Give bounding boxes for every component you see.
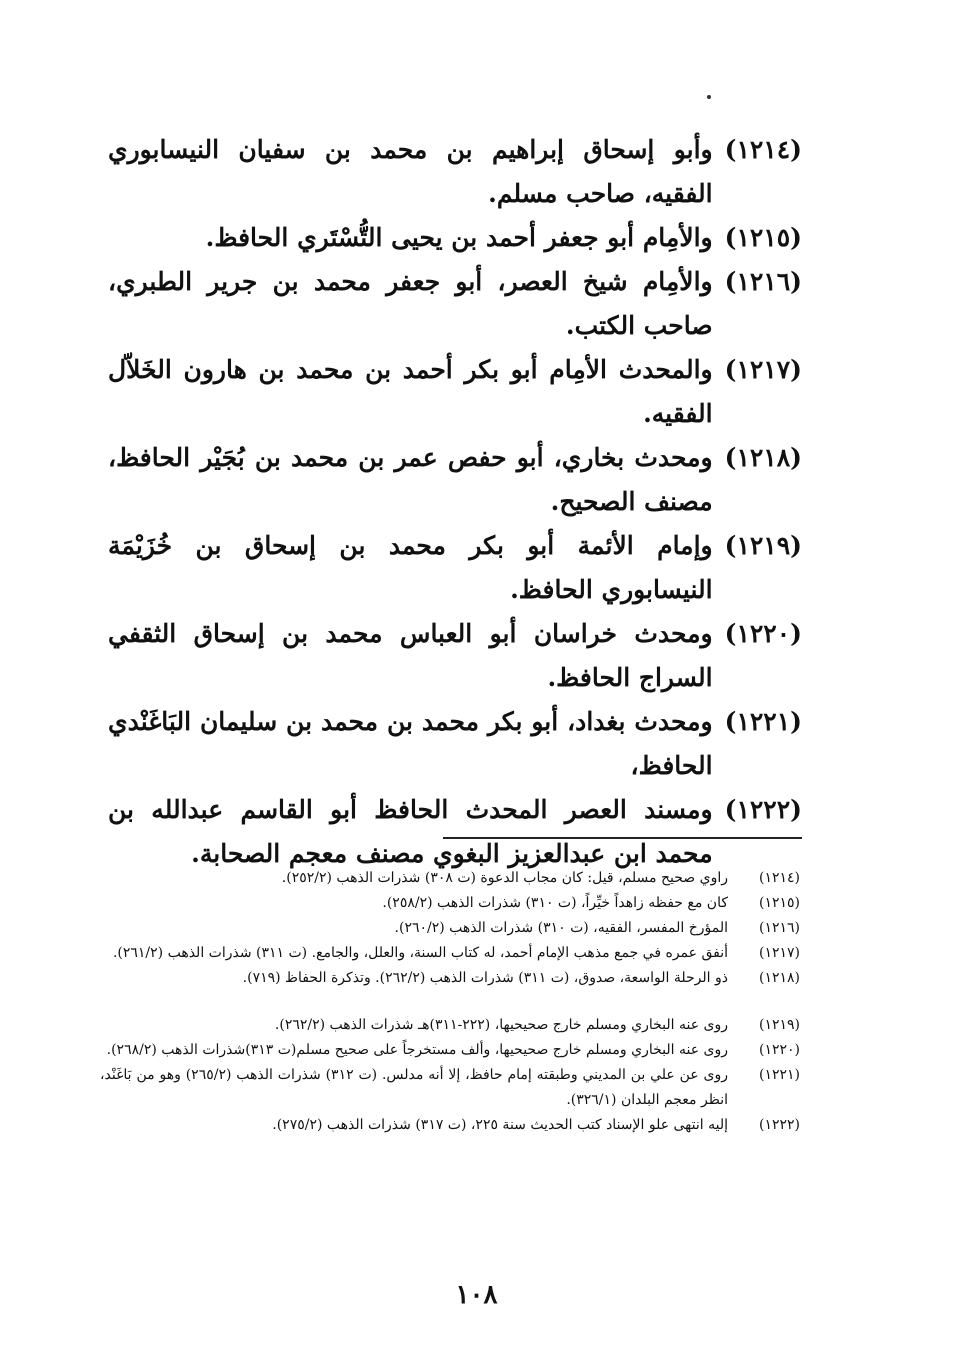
main-text [108, 128, 802, 876]
footnote-text: المؤرخ المفسر، الفقيه، (ت ٣١٠) شذرات الذهب (٢٦٠/٢). [394, 920, 728, 936]
footnote-item [100, 941, 800, 966]
footnote-number: (١٢١٧) [758, 945, 800, 961]
entry-number: (١٢٢٢) [724, 795, 802, 824]
entry-text: ومحدث بغداد، أبو بكر محمد بن محمد بن سليمان البَاغَنْدي الحافظ، [108, 707, 713, 780]
entry-item [108, 260, 802, 348]
entry-item [108, 216, 802, 260]
entry-number: (١٢١٥) [724, 223, 802, 252]
entry-item [108, 700, 802, 788]
footnote-number: (١٢١٥) [758, 895, 800, 911]
footnote-item [100, 891, 800, 916]
entry-number: (١٢٢٠) [724, 619, 802, 648]
entry-number: (١٢٢١) [724, 707, 802, 736]
entry-item [108, 612, 802, 700]
footnote-item [100, 916, 800, 941]
entry-number: (١٢١٦) [724, 267, 802, 296]
entry-text: وأبو إسحاق إبراهيم بن محمد بن سفيان النيسابوري الفقيه، صاحب مسلم. [108, 135, 713, 208]
footnote-item [100, 1038, 800, 1063]
footnote-item [100, 1013, 800, 1038]
entry-item [108, 524, 802, 612]
entry-item [108, 348, 802, 436]
entry-text: والمحدث الأمِام أبو بكر أحمد بن محمد بن هارون الخَلاّل الفقيه. [108, 355, 713, 428]
footnote-number: (١٢١٤) [758, 870, 800, 886]
entry-item [108, 128, 802, 216]
footnote-number: (١٢٢١) [758, 1067, 800, 1083]
footnote-item [100, 1113, 800, 1138]
footnote-text: روى عنه البخاري ومسلم خارج صحيحيها، (٢٢٢-٣١١)هـ شذرات الذهب (٢٦٢/٢). [274, 1017, 728, 1033]
footnote-item [100, 866, 800, 891]
footnote-text: ذو الرحلة الواسعة، صدوق، (ت ٣١١) شذرات الذهب (٢٦٢/٢). وتذكرة الحفاظ (٧١٩). [242, 970, 728, 986]
footnote-text: أنفق عمره في جمع مذهب الإمام أحمد، له كتاب السنة، والعلل، والجامع. (ت ٣١١) شذرات الذهب (٢٦١/٢). [112, 945, 728, 961]
footnotes [100, 866, 800, 1138]
entry-text: ومسند العصر المحدث الحافظ أبو القاسم عبدالله بن محمد ابن عبدالعزيز البغوي مصنف معجم الصحابة. [108, 795, 713, 868]
footnote-separator [443, 837, 802, 839]
footnote-number: (١٢٢٠) [758, 1042, 800, 1058]
footnote-text: روى عن علي بن المديني وطبقته إمام حافظ، إلا أنه مدلس. (ت ٣١٢) شذرات الذهب (٢٦٥/٢) وهو من بَاغَنْد، انظر معجم البلدان (٣٢٦/١). [100, 1067, 728, 1108]
speck-mark [707, 95, 711, 99]
entry-text: ومحدث خراسان أبو العباس محمد بن إسحاق الثقفي السراج الحافظ. [108, 619, 713, 692]
footnote-text: راوي صحيح مسلم، قيل: كان مجاب الدعوة (ت ٣٠٨) شذرات الذهب (٢٥٢/٢). [281, 870, 728, 886]
footnote-number: (١٢١٩) [758, 1017, 800, 1033]
entry-text: ومحدث بخاري، أبو حفص عمر بن محمد بن بُجَيْر الحافظ، مصنف الصحيح. [108, 443, 713, 516]
entry-number: (١٢١٨) [724, 443, 802, 472]
footnote-text: كان مع حفظه زاهداً خيِّراً، (ت ٣١٠) شذرات الذهب (٢٥٨/٢). [382, 895, 728, 911]
footnote-number: (١٢١٦) [758, 920, 800, 936]
footnote-item [100, 1063, 800, 1113]
entry-item [108, 788, 802, 876]
entry-item [108, 436, 802, 524]
entry-number: (١٢١٧) [724, 355, 802, 384]
footnote-text: روى عنه البخاري ومسلم خارج صحيحيها، وألف مستخرجاً على صحيح مسلم(ت ٣١٣)شذرات الذهب (٢٦٨/٢). [106, 1042, 728, 1058]
entry-text: والأمِام شيخ العصر، أبو جعفر محمد بن جرير الطبري، صاحب الكتب. [108, 267, 713, 340]
entry-text: والأمِام أبو جعفر أحمد بن يحيى التُّسْتَري الحافظ. [205, 223, 713, 252]
footnote-number: (١٢٢٢) [758, 1117, 800, 1133]
entry-text: وإمام الأئمة أبو بكر محمد بن إسحاق بن خُزَيْمَة النيسابوري الحافظ. [108, 531, 713, 604]
entry-number: (١٢١٩) [724, 531, 802, 560]
page-number: ١٠٨ [455, 1280, 498, 1310]
entry-number: (١٢١٤) [724, 135, 802, 164]
footnote-item [100, 966, 800, 991]
footnote-number: (١٢١٨) [758, 970, 800, 986]
footnote-text: إليه انتهى علو الإسناد كتب الحديث سنة ٢٢٥، (ت ٣١٧) شذرات الذهب (٢٧٥/٢). [272, 1117, 728, 1133]
